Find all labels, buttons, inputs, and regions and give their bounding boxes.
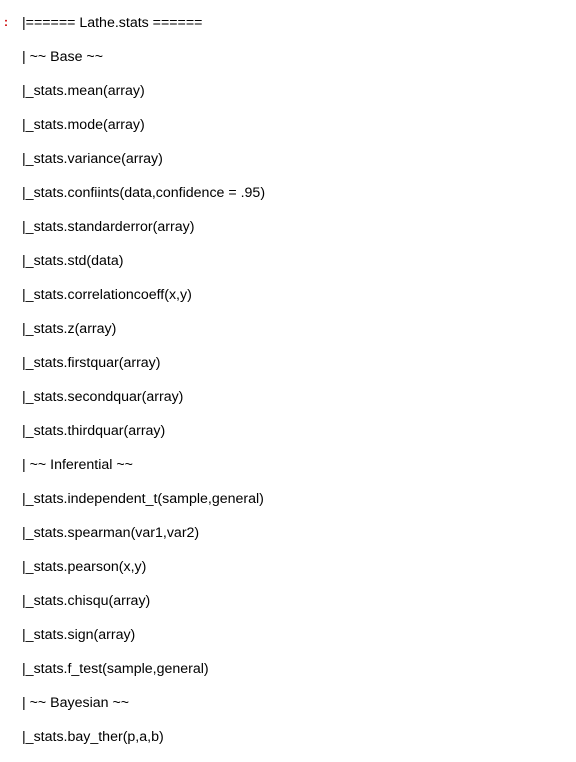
function-entry: |_stats.confiints(data,confidence = .95) bbox=[22, 185, 266, 201]
doc-header: |====== Lathe.stats ====== bbox=[22, 15, 203, 31]
section-heading-inferential: | ~~ Inferential ~~ bbox=[22, 457, 133, 473]
function-entry: |_stats.z(array) bbox=[22, 321, 117, 337]
function-entry: |_stats.independent_t(sample,general) bbox=[22, 491, 264, 507]
section-heading-bayesian: | ~~ Bayesian ~~ bbox=[22, 695, 130, 711]
section-heading-base: | ~~ Base ~~ bbox=[22, 49, 103, 65]
function-entry: |_stats.firstquar(array) bbox=[22, 355, 161, 371]
function-entry: |_stats.mode(array) bbox=[22, 117, 145, 133]
function-entry: |_stats.std(data) bbox=[22, 253, 124, 269]
function-entry: |_stats.spearman(var1,var2) bbox=[22, 525, 200, 541]
function-entry: |_stats.mean(array) bbox=[22, 83, 145, 99]
function-entry: |_stats.standarderror(array) bbox=[22, 219, 195, 235]
function-entry: |_stats.f_test(sample,general) bbox=[22, 661, 209, 677]
gutter-marker: : bbox=[4, 15, 8, 29]
function-entry: |_stats.sign(array) bbox=[22, 627, 136, 643]
stats-reference-list bbox=[22, 14, 265, 762]
function-entry: |_stats.secondquar(array) bbox=[22, 389, 184, 405]
function-entry: |_stats.bay_ther(p,a,b) bbox=[22, 729, 164, 745]
function-entry: |_stats.thirdquar(array) bbox=[22, 423, 166, 439]
function-entry: |_stats.chisqu(array) bbox=[22, 593, 151, 609]
function-entry: |_stats.pearson(x,y) bbox=[22, 559, 147, 575]
function-entry: |_stats.correlationcoeff(x,y) bbox=[22, 287, 192, 303]
function-entry: |_stats.variance(array) bbox=[22, 151, 163, 167]
